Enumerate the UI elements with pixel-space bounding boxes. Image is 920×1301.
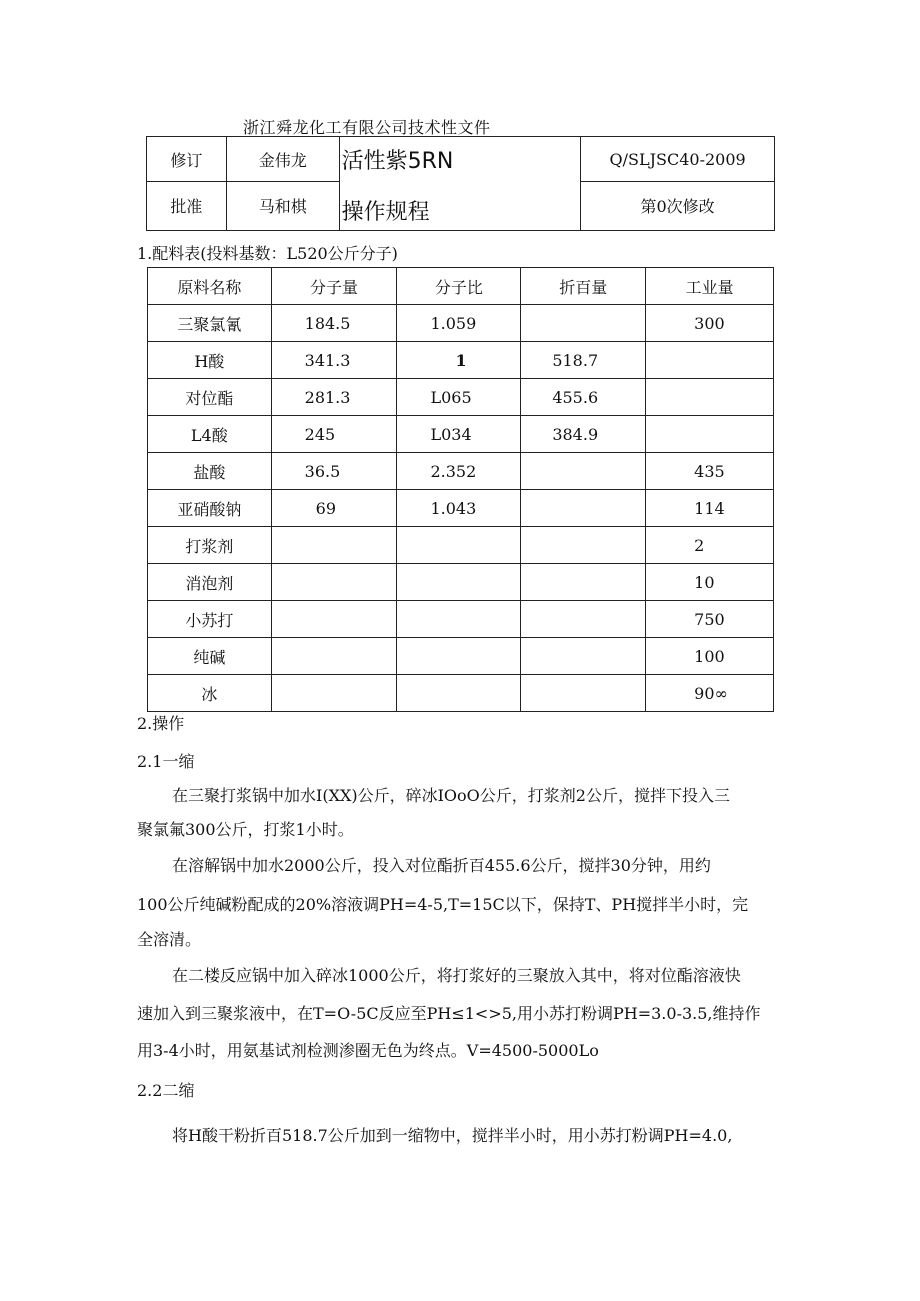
table-row <box>148 675 774 712</box>
cell-pure-amount <box>521 527 646 564</box>
table-header-row <box>148 268 774 305</box>
doc-code: Q/SLJSC40-2009 <box>581 137 775 182</box>
cell-material-name: 纯碱 <box>148 638 272 675</box>
revise-label: 修订 <box>147 137 227 182</box>
materials-table <box>147 267 774 712</box>
cell-molar-ratio <box>397 638 521 675</box>
cell-pure-amount: 518.7 <box>521 342 646 379</box>
table-row <box>148 342 774 379</box>
cell-molecular-weight <box>271 564 397 601</box>
cell-material-name: 打浆剂 <box>148 527 272 564</box>
subsection-2-1-title: 2.1一缩 <box>137 752 195 771</box>
cell-molar-ratio <box>397 564 521 601</box>
cell-pure-amount <box>521 305 646 342</box>
cell-industrial-amount: 114 <box>646 490 774 527</box>
cell-molecular-weight <box>271 601 397 638</box>
cell-industrial-amount: 300 <box>646 305 774 342</box>
cell-material-name: 小苏打 <box>148 601 272 638</box>
company-header: 浙江舜龙化工有限公司技术性文件 <box>243 118 491 137</box>
table-row <box>148 601 774 638</box>
cell-molecular-weight: 245 <box>271 416 397 453</box>
paragraph-3-line-2: 速加入到三聚浆液中，在T=O-5C反应至PH≤1<>5,用小苏打粉调PH=3.0-3.5,维持作 <box>137 1004 761 1023</box>
cell-pure-amount <box>521 564 646 601</box>
table-row <box>148 638 774 675</box>
cell-molecular-weight: 281.3 <box>271 379 397 416</box>
cell-pure-amount <box>521 638 646 675</box>
cell-molar-ratio: 1 <box>397 342 521 379</box>
cell-pure-amount <box>521 601 646 638</box>
cell-industrial-amount <box>646 416 774 453</box>
cell-industrial-amount <box>646 342 774 379</box>
column-header-material-name: 原料名称 <box>148 268 272 305</box>
paragraph-3-line-3: 用3-4小时，用氨基试剂检测渗圈无色为终点。V=4500-5000Lo <box>137 1041 599 1060</box>
cell-molecular-weight: 184.5 <box>271 305 397 342</box>
cell-pure-amount <box>521 453 646 490</box>
revise-name: 金伟龙 <box>226 137 339 182</box>
revision-number: 第0次修改 <box>581 182 775 231</box>
table-row <box>148 527 774 564</box>
paragraph-2-line-1: 在溶解锅中加水2000公斤，投入对位酯折百455.6公斤，搅拌30分钟，用约 <box>172 856 711 875</box>
approve-label: 批准 <box>147 182 227 231</box>
table-row <box>148 379 774 416</box>
paragraph-2-line-3: 全溶清。 <box>137 930 202 949</box>
cell-material-name: 冰 <box>148 675 272 712</box>
approve-name: 马和棋 <box>226 182 339 231</box>
section2-title: 2.操作 <box>137 714 185 733</box>
table-row <box>148 416 774 453</box>
cell-material-name: 盐酸 <box>148 453 272 490</box>
cell-industrial-amount: 2 <box>646 527 774 564</box>
cell-material-name: 对位酯 <box>148 379 272 416</box>
subsection-2-2-title: 2.2二缩 <box>137 1081 195 1100</box>
cell-molecular-weight: 69 <box>271 490 397 527</box>
paragraph-2-line-2: 100公斤纯碱粉配成的20%溶液调PH=4-5,T=15C以下，保持T、PH搅拌半小时，完 <box>137 895 749 914</box>
cell-molar-ratio <box>397 675 521 712</box>
paragraph-3-line-1: 在二楼反应锅中加入碎冰1000公斤，将打浆好的三聚放入其中，将对位酯溶液快 <box>172 966 741 985</box>
document-header-table <box>146 136 775 231</box>
cell-molar-ratio: 1.043 <box>397 490 521 527</box>
cell-material-name: 亚硝酸钠 <box>148 490 272 527</box>
cell-molecular-weight <box>271 675 397 712</box>
doc-title-line1: 活性紫5RN <box>339 137 581 182</box>
cell-molar-ratio: L065 <box>397 379 521 416</box>
cell-molecular-weight: 36.5 <box>271 453 397 490</box>
cell-material-name: 三聚氯氰 <box>148 305 272 342</box>
cell-molar-ratio: 1.059 <box>397 305 521 342</box>
cell-material-name: 消泡剂 <box>148 564 272 601</box>
cell-molar-ratio <box>397 527 521 564</box>
cell-molecular-weight: 341.3 <box>271 342 397 379</box>
cell-industrial-amount: 750 <box>646 601 774 638</box>
table-row <box>148 490 774 527</box>
cell-industrial-amount <box>646 379 774 416</box>
table-row <box>148 564 774 601</box>
table-row <box>148 305 774 342</box>
cell-molecular-weight <box>271 638 397 675</box>
paragraph-1-line-2: 聚氯氟300公斤，打浆1小时。 <box>137 820 354 839</box>
cell-industrial-amount: 90∞ <box>646 675 774 712</box>
cell-molecular-weight <box>271 527 397 564</box>
cell-material-name: H酸 <box>148 342 272 379</box>
column-header-pure-amount: 折百量 <box>521 268 646 305</box>
cell-molar-ratio: L034 <box>397 416 521 453</box>
cell-pure-amount <box>521 490 646 527</box>
cell-pure-amount: 384.9 <box>521 416 646 453</box>
cell-molar-ratio: 2.352 <box>397 453 521 490</box>
table-row <box>148 453 774 490</box>
cell-pure-amount: 455.6 <box>521 379 646 416</box>
column-header-molecular-weight: 分子量 <box>271 268 397 305</box>
cell-industrial-amount: 100 <box>646 638 774 675</box>
cell-industrial-amount: 435 <box>646 453 774 490</box>
section1-title: 1.配料表(投料基数：L520公斤分子) <box>137 244 398 263</box>
cell-industrial-amount: 10 <box>646 564 774 601</box>
paragraph-4-line-1: 将H酸干粉折百518.7公斤加到一缩物中，搅拌半小时，用小苏打粉调PH=4.0, <box>172 1126 733 1145</box>
cell-pure-amount <box>521 675 646 712</box>
cell-molar-ratio <box>397 601 521 638</box>
cell-material-name: L4酸 <box>148 416 272 453</box>
column-header-molar-ratio: 分子比 <box>397 268 521 305</box>
doc-title-line2: 操作规程 <box>339 182 581 231</box>
column-header-industrial-amount: 工业量 <box>646 268 774 305</box>
paragraph-1-line-1: 在三聚打浆锅中加水I(XX)公斤，碎冰IOoO公斤，打浆剂2公斤，搅拌下投入三 <box>172 786 730 805</box>
